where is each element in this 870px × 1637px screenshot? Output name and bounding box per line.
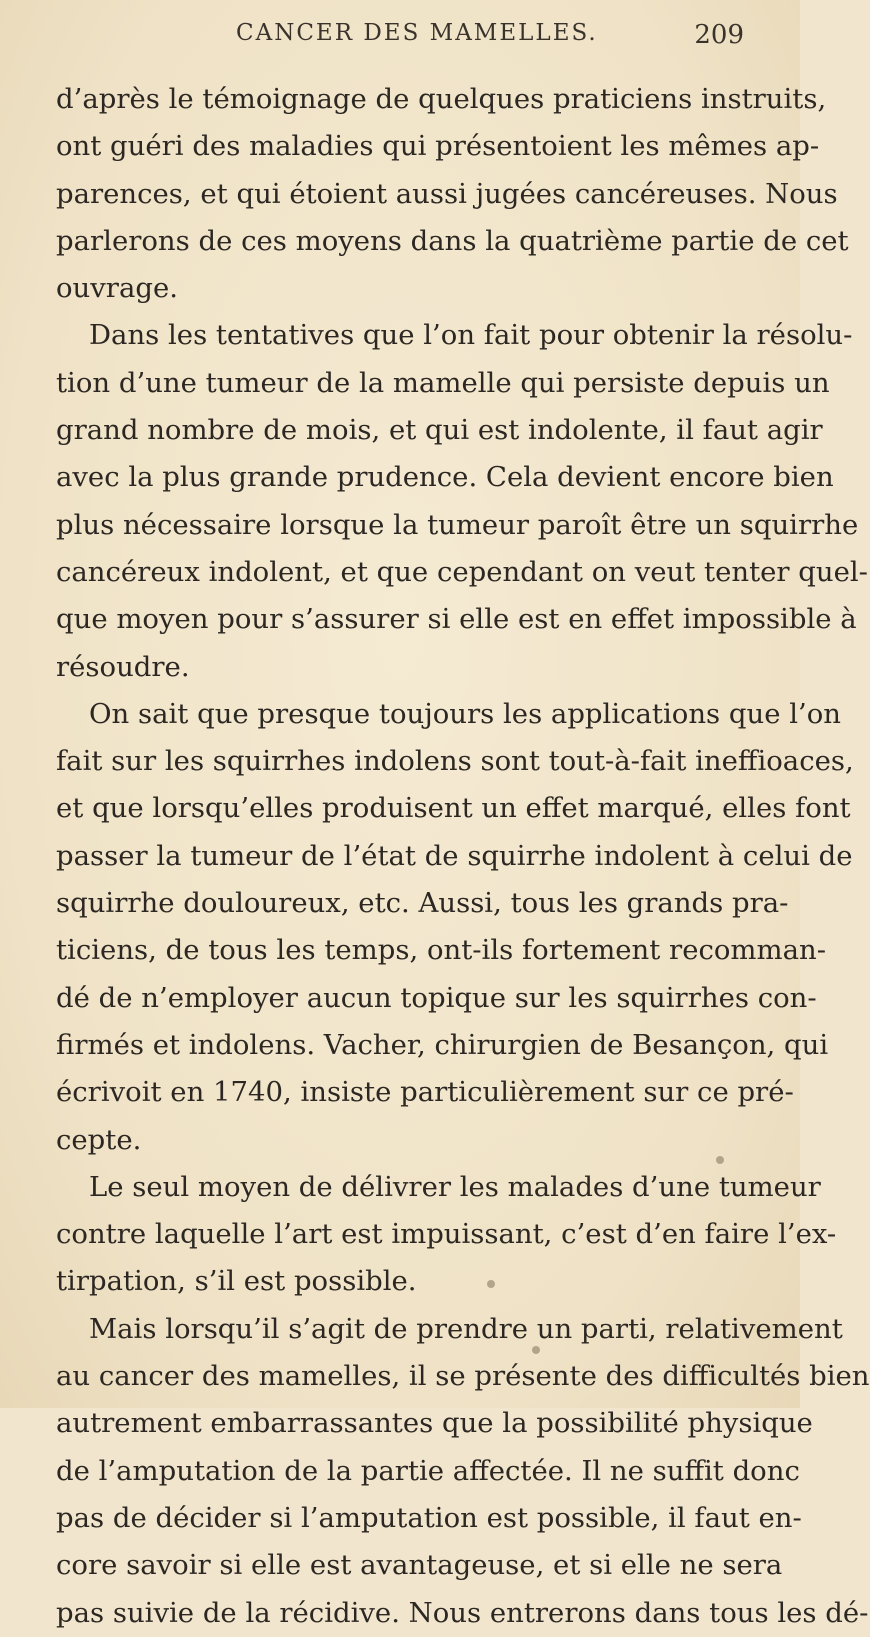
text-line: que moyen pour s’assurer si elle est en effet impossible à [56,603,857,636]
text-line: pas suivie de la récidive. Nous entrerons dans tous les dé- [56,1596,869,1629]
text-line: cancéreux indolent, et que cependant on veut tenter quel- [56,555,868,588]
text-line: d’après le témoignage de quelques praticiens instruits, [56,83,827,115]
text-line: ont guéri des maladies qui présentoient les mêmes ap- [56,130,820,163]
text-line: Dans les tentatives que l’on fait pour obtenir la résolu- [89,319,853,352]
ink-speck [716,1156,724,1164]
text-line: et que lorsqu’elles produisent un effet marqué, elles font [56,792,851,825]
text-line: passer la tumeur de l’état de squirrhe indolent à celui de [56,839,853,872]
body-text [56,76,870,1637]
text-line: Le seul moyen de délivrer les malades d’une tumeur [89,1170,821,1203]
text-line: résoudre. [56,650,190,683]
text-line: autrement embarrassantes que la possibilité physique [56,1407,813,1440]
ink-speck [487,1280,495,1288]
text-line: core savoir si elle est avantageuse, et si elle ne sera [56,1549,783,1582]
text-line: dé de n’employer aucun topique sur les squirrhes con- [56,981,817,1014]
text-line: écrivoit en 1740, insiste particulièrement sur ce pré- [56,1076,794,1109]
text-line: tirpation, s’il est possible. [56,1265,417,1298]
text-line: plus nécessaire lorsque la tumeur paroît être un squirrhe [56,508,859,541]
text-line: parlerons de ces moyens dans la quatrième partie de cet [56,224,849,257]
text-line: Mais lorsqu’il s’agit de prendre un parti, relativement [89,1312,843,1345]
running-title: CANCER DES MAMELLES. [236,20,598,46]
text-line: ouvrage. [56,272,178,305]
text-line: fait sur les squirrhes indolens sont tout-à-fait ineffioaces, [56,745,854,778]
text-line: contre laquelle l’art est impuissant, c’est d’en faire l’ex- [56,1218,837,1251]
page-number: 209 [694,20,744,50]
text-line: grand nombre de mois, et qui est indolente, il faut agir [56,414,823,447]
text-line: cepte. [56,1123,142,1156]
text-line: parences, et qui étoient aussi jugées cancéreuses. Nous [56,177,838,210]
text-line: ticiens, de tous les temps, ont-ils fortement recomman- [56,934,826,967]
text-line: tion d’une tumeur de la mamelle qui persiste depuis un [56,366,830,399]
text-line: firmés et indolens. Vacher, chirurgien de Besançon, qui [56,1028,829,1061]
text-line: On sait que presque toujours les applications que l’on [89,697,842,730]
text-line: au cancer des mamelles, il se présente des difficultés bien [56,1360,870,1393]
text-line: de l’amputation de la partie affectée. Il ne suffit donc [56,1454,800,1487]
ink-speck [532,1346,540,1354]
text-line: avec la plus grande prudence. Cela devient encore bien [56,461,834,494]
text-line: pas de décider si l’amputation est possible, il faut en- [56,1501,802,1534]
text-line: squirrhe douloureux, etc. Aussi, tous les grands pra- [56,887,789,920]
